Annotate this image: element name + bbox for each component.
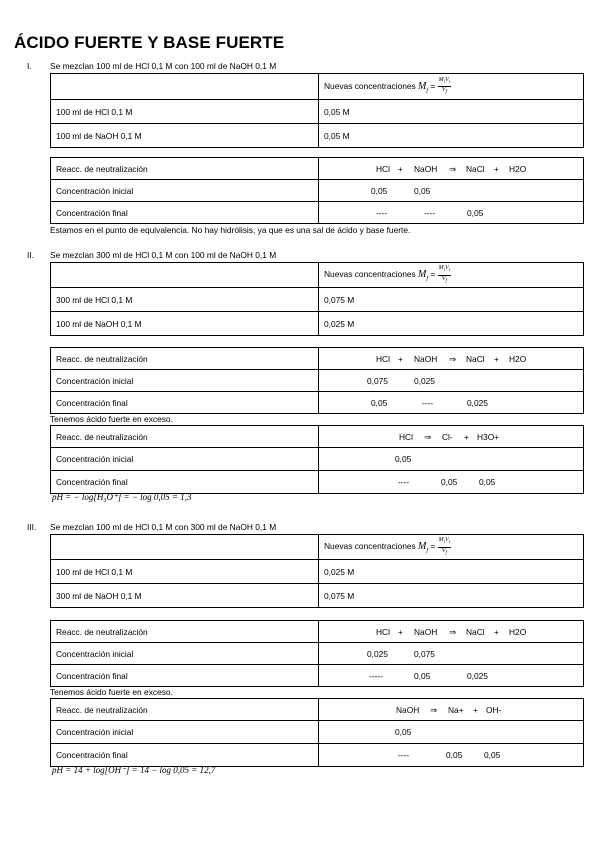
section-3-dissociation-table — [50, 698, 584, 767]
final-value: 0,05 — [414, 670, 431, 681]
eq-term: Cl- — [442, 431, 453, 442]
section-1-number: I. — [27, 61, 32, 71]
new-conc-label: Nuevas concentraciones — [324, 269, 416, 280]
final-value: ---- — [398, 477, 410, 487]
eq-term: HCl — [376, 353, 390, 364]
section-2-ph-formula: pH = − log[H₃O⁺] = − log 0,05 = 1,3 — [52, 492, 192, 502]
eq-arrow: ⇒ — [424, 431, 432, 442]
initial-value: 0,025 — [367, 648, 388, 659]
eq-term: + — [494, 626, 499, 637]
section-2-reaction-table — [50, 347, 584, 414]
section-2-note: Tenemos ácido fuerte en exceso. — [50, 414, 173, 424]
row-label: 100 ml de HCl 0,1 M — [51, 560, 319, 584]
new-conc-label: Nuevas concentraciones — [324, 80, 416, 91]
section-1-reaction-table — [50, 157, 584, 224]
row-value: 0,025 M — [319, 560, 584, 584]
final-value: 0,05 — [484, 750, 501, 760]
eq-term: HCl — [376, 626, 390, 637]
eq-term: HCl — [376, 163, 390, 174]
eq-term: H2O — [509, 163, 527, 174]
initial-label: Concentración inicial — [51, 448, 319, 471]
final-label: Concentración final — [51, 665, 319, 687]
section-1-concentration-table — [50, 73, 584, 148]
neutralization-label: Reacc. de neutralización — [51, 426, 319, 448]
eq-arrow: ⇒ — [449, 353, 457, 364]
final-value: 0,05 — [479, 477, 496, 487]
final-value: 0,05 — [441, 477, 458, 487]
initial-value: 0,05 — [371, 185, 388, 196]
final-label: Concentración final — [51, 392, 319, 414]
new-conc-label: Nuevas concentraciones — [324, 541, 416, 552]
eq-term: + — [494, 353, 499, 364]
eq-term: + — [398, 626, 403, 637]
section-2-number: II. — [27, 250, 34, 260]
row-label: 100 ml de NaOH 0,1 M — [51, 124, 319, 148]
eq-arrow: ⇒ — [449, 163, 457, 174]
eq-arrow: ⇒ — [430, 704, 438, 715]
row-label: 300 ml de NaOH 0,1 M — [51, 584, 319, 608]
section-3-concentration-table — [50, 534, 584, 608]
initial-value: 0,05 — [414, 185, 431, 196]
eq-term: + — [473, 704, 478, 715]
eq-term: NaOH — [414, 163, 438, 174]
eq-term: H2O — [509, 626, 527, 637]
eq-term: OH- — [486, 704, 502, 715]
header-empty-cell — [51, 535, 319, 560]
row-value: 0,075 M — [319, 288, 584, 312]
section-1-statement: Se mezclan 100 ml de HCl 0,1 M con 100 ml de NaOH 0,1 M — [50, 61, 277, 71]
page-title: ÁCIDO FUERTE Y BASE FUERTE — [14, 33, 285, 52]
neutralization-label: Reacc. de neutralización — [51, 158, 319, 180]
initial-label: Concentración inicial — [51, 370, 319, 392]
final-value: ---- — [424, 207, 436, 218]
row-label: 100 ml de NaOH 0,1 M — [51, 312, 319, 336]
row-label: 100 ml de HCl 0,1 M — [51, 100, 319, 124]
row-value: 0,05 M — [319, 100, 584, 124]
initial-value: 0,075 — [414, 648, 435, 659]
initial-value: 0,05 — [395, 727, 412, 737]
final-value: ----- — [369, 670, 383, 681]
eq-term: + — [464, 431, 469, 442]
section-1-note: Estamos en el punto de equivalencia. No hay hidrólisis, ya que es una sal de ácido y base fuerte. — [50, 225, 411, 235]
initial-label: Concentración inicial — [51, 643, 319, 665]
final-value: 0,05 — [446, 750, 463, 760]
row-value: 0,05 M — [319, 124, 584, 148]
final-label: Concentración final — [51, 471, 319, 494]
section-2-dissociation-table — [50, 425, 584, 494]
eq-term: + — [398, 163, 403, 174]
section-3-statement: Se mezclan 100 ml de HCl 0,1 M con 300 ml de NaOH 0,1 M — [50, 522, 277, 532]
final-value: 0,025 — [467, 397, 488, 408]
new-concentrations-header: Nuevas concentraciones $M_f$ = $\frac{M_iV_i}{V_f}$ — [319, 74, 584, 100]
section-2-statement: Se mezclan 300 ml de HCl 0,1 M con 100 ml de NaOH 0,1 M — [50, 250, 277, 260]
initial-label: Concentración inicial — [51, 180, 319, 202]
final-label: Concentración final — [51, 744, 319, 767]
eq-term: HCl — [399, 431, 413, 442]
final-value: 0,025 — [467, 670, 488, 681]
final-value: ---- — [376, 207, 388, 218]
row-value: 0,025 M — [319, 312, 584, 336]
neutralization-label: Reacc. de neutralización — [51, 621, 319, 643]
final-value: 0,05 — [467, 207, 484, 218]
final-value: ---- — [398, 750, 410, 760]
header-empty-cell — [51, 74, 319, 100]
row-value: 0,075 M — [319, 584, 584, 608]
eq-term: Na+ — [448, 704, 464, 715]
final-label: Concentración final — [51, 202, 319, 224]
eq-term: + — [494, 163, 499, 174]
initial-value: 0,025 — [414, 375, 435, 386]
new-concentrations-header: Nuevas concentraciones $M_f$ = $\frac{M_iV_i}{V_f}$ — [319, 535, 584, 560]
section-3-note: Tenemos ácido fuerte en exceso. — [50, 687, 173, 697]
neutralization-label: Reacc. de neutralización — [51, 699, 319, 721]
final-value: ---- — [422, 397, 434, 408]
new-concentrations-header: Nuevas concentraciones $M_f$ = $\frac{M_iV_i}{V_f}$ — [319, 263, 584, 288]
header-empty-cell — [51, 263, 319, 288]
eq-term: NaCl — [466, 353, 485, 364]
final-value: 0,05 — [371, 397, 388, 408]
section-2-concentration-table — [50, 262, 584, 336]
section-3-ph-formula: pH = 14 + log[OH⁻] = 14 − log 0,05 = 12,7 — [52, 765, 216, 775]
eq-term: NaCl — [466, 626, 485, 637]
section-3-number: III. — [27, 522, 37, 532]
eq-term: NaOH — [396, 704, 420, 715]
section-3-reaction-table — [50, 620, 584, 687]
eq-term: NaOH — [414, 626, 438, 637]
initial-label: Concentración inicial — [51, 721, 319, 744]
eq-term: H3O+ — [477, 431, 500, 442]
eq-term: NaOH — [414, 353, 438, 364]
neutralization-label: Reacc. de neutralización — [51, 348, 319, 370]
eq-term: H2O — [509, 353, 527, 364]
row-label: 300 ml de HCl 0,1 M — [51, 288, 319, 312]
initial-value: 0,075 — [367, 375, 388, 386]
eq-term: + — [398, 353, 403, 364]
eq-arrow: ⇒ — [449, 626, 457, 637]
eq-term: NaCl — [466, 163, 485, 174]
initial-value: 0,05 — [395, 454, 412, 464]
